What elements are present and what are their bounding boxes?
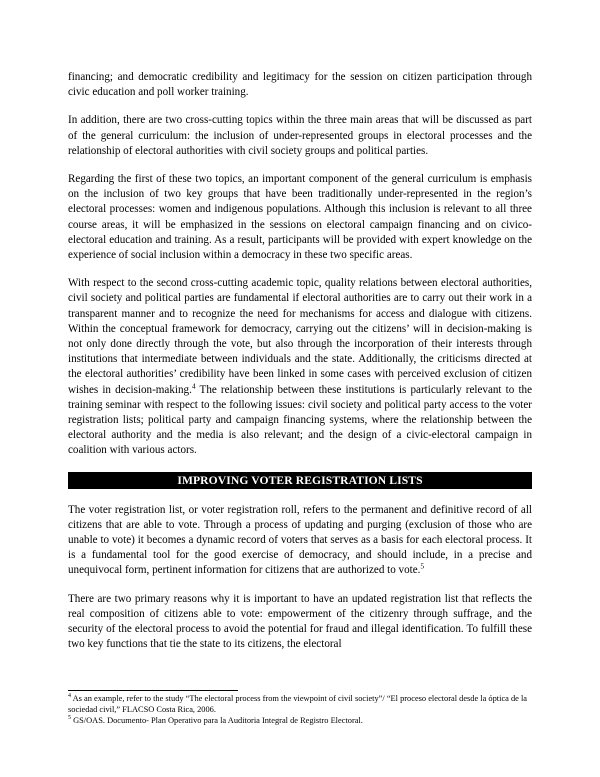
paragraph-4 (68, 276, 532, 458)
footnote-ref-5[interactable]: 5 (420, 561, 425, 571)
footnote-mark-4: 4 (68, 693, 71, 700)
paragraph-4-text-a: With respect to the second cross-cutting academic topic, quality relations between electoral authorities, civil society and political parties are fundamental if electoral authorities are to carry out their work in a transparent manner and to recognize the need for mechanisms for access and dialogue with citizens. Within the conceptual framework for democracy, carrying out the citizens’ will in decision-making is not only done directly through the vote, but also through the incorporation of their interests through institutions that intermediate between individuals and the state. Additionally, the criticisms directed at the electoral authorities’ credibility have been linked in some cases with perceived exclusion of citizen wishes in decision-making. (68, 277, 532, 396)
footnote-5 (68, 716, 548, 727)
paragraph-3: Regarding the first of these two topics, an important component of the general curriculum is emphasis on the inclusion of two key groups that have been traditionally under-represented in the region’s electoral processes: women and indigenous populations. Although this inclusion is relevant to all three course areas, it will be emphasized in the sessions on electoral campaign financing and on civico-electoral education and training. As a result, participants will be provided with expert knowledge on the experience of social inclusion within a democracy in these two specific areas. (68, 173, 532, 262)
paragraph-5 (68, 503, 532, 579)
footnote-ref-4[interactable]: 4 (191, 380, 196, 390)
paragraph-5-text: The voter registration list, or voter registration roll, refers to the permanent and definitive record of all citizens that are able to vote. Through a process of updating and purging (exclusion of those who are unable to vote) it becomes a dynamic record of voters that serves as a basis for each electoral process. It is a fundamental tool for the good exercise of democracy, and should include, in a precise and unequivocal form, pertinent information for citizens that are authorized to vote. (68, 503, 532, 577)
footnote-4 (68, 694, 548, 715)
paragraph-1: financing; and democratic credibility and legitimacy for the session on citizen participation through civic education and poll worker training. (68, 71, 532, 99)
footnote-mark-5: 5 (68, 715, 71, 722)
paragraph-6: There are two primary reasons why it is important to have an updated registration list that reflects the real composition of citizens able to vote: empowerment of the citizenry through suffrage, and the security of the electoral process to avoid the potential for fraud and illegal identification. To fulfill these two key functions that tie the state to its citizens, the electoral (68, 592, 532, 651)
footnote-4-text: As an example, refer to the study “The electoral process from the viewpoint of civil society”/ “El proceso electoral desde la óptica de la sociedad civil,” FLACSO Costa Rica, 2006. (68, 694, 528, 714)
paragraph-4-text-b: The relationship between these institutions is particularly relevant to the training seminar with respect to the following issues: civil society and political party access to the voter registration lists; political party and campaign financing systems, where the relationship between the electoral authority and the media is also relevant; and the design of a civic-electoral campaign in coalition with various actors. (68, 383, 532, 457)
section-heading: IMPROVING VOTER REGISTRATION LISTS (68, 472, 532, 489)
paragraph-2: In addition, there are two cross-cutting topics within the three main areas that will be discussed as part of the general curriculum: the inclusion of under-represented groups in electoral processes and the relationship of electoral authorities with civil society groups and political parties. (68, 114, 532, 157)
footnotes (68, 694, 548, 728)
footnote-5-text: GS/OAS. Documento- Plan Operativo para la Auditoria Integral de Registro Electoral. (71, 716, 363, 725)
